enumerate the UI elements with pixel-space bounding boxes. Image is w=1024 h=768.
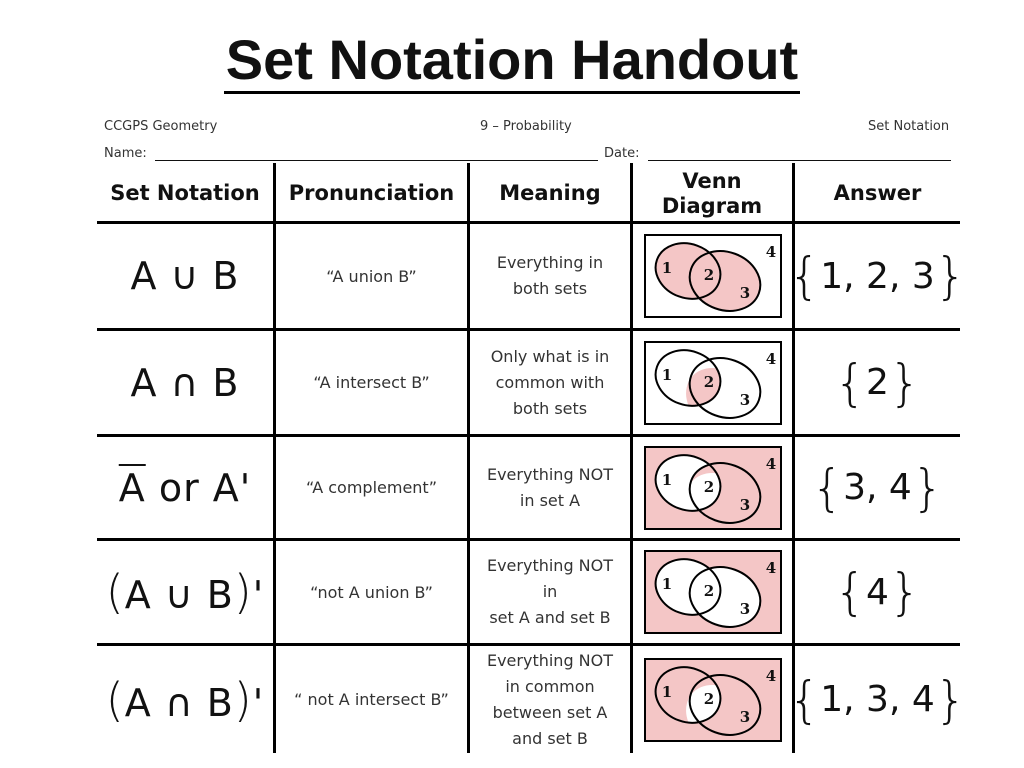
unit-label: 9 – Probability [480,119,572,134]
venn-diagram [643,340,783,426]
answer-complement [795,437,960,538]
close-brace: } [934,670,967,729]
venn-label-3: 3 [739,284,750,302]
meaning-line: in set A [519,490,581,510]
meaning-line: between set A [492,702,608,722]
open-brace: { [834,563,867,621]
notation-text: A ∩ B [130,360,240,405]
answer-intersect [795,331,960,434]
venn-cell-intersect [633,331,792,434]
pronunciation-complement [276,437,467,538]
venn-diagram [643,657,783,743]
answer-text: 4 [866,571,889,613]
venn-label-1: 1 [661,259,672,277]
venn-cell-not-union [633,541,792,643]
pronunciation-union [276,224,467,328]
venn-cell-not-intersect [633,646,792,753]
venn-label-3: 3 [739,495,750,514]
open-paren: ( [105,672,125,727]
venn-label-4: 4 [765,454,776,473]
pronunciation-intersect [276,331,467,434]
pronunciation-not-union [276,541,467,643]
pronunciation-text: “A complement” [305,478,437,497]
open-paren: ( [105,565,125,619]
meaning-line: Everything NOT [486,556,614,575]
notation-text: A ∪ B [124,573,234,617]
meaning-line: both sets [512,279,588,298]
open-brace: { [811,458,844,517]
venn-label-4: 4 [765,349,776,368]
notation-not-union [97,541,273,643]
meaning-line: Everything in [496,253,604,272]
meaning-line: Only what is in [490,346,610,366]
answer-not-union [795,541,960,643]
venn-label-1: 1 [661,470,672,489]
venn-label-2: 2 [703,266,714,284]
close-paren: ) [233,565,253,619]
close-brace: } [934,247,967,305]
meaning-union [470,224,630,328]
meaning-line: common with [495,372,605,392]
venn-cell-union [633,224,792,328]
notation-union [97,224,273,328]
meaning-line: both sets [512,398,588,418]
open-brace: { [788,670,821,729]
course-label: CCGPS Geometry [104,119,218,134]
close-brace: } [888,353,921,412]
venn-label-4: 4 [765,666,776,685]
close-paren: ) [233,672,253,727]
pronunciation-text: “not A union B” [310,582,433,602]
notation-text: A ∪ B [130,254,240,298]
meaning-line: Everything NOT [486,464,614,484]
close-brace: } [911,458,944,517]
meaning-line: set A and set B [489,608,611,627]
venn-label-1: 1 [661,365,672,384]
answer-text: 1, 3, 4 [820,679,935,720]
answer-text: 2 [866,362,889,403]
venn-label-4: 4 [765,243,776,261]
notation-not-intersect [97,646,273,753]
meaning-line: in common [505,676,595,696]
answer-union [788,224,967,328]
name-line[interactable] [155,160,598,161]
venn-cell-complement [633,437,792,538]
date-label: Date: [604,146,640,161]
pronunciation-text: “A union B” [326,266,417,286]
open-brace: { [834,353,867,412]
meaning-line: Everything NOT [486,650,614,670]
date-line[interactable] [648,160,951,161]
handout-title [0,28,1024,92]
venn-label-4: 4 [765,559,776,577]
notation-prime: ' [252,680,265,725]
venn-label-3: 3 [739,600,750,618]
title-text: Set Notation Handout [224,28,800,94]
column-header-pronunciation: Pronunciation [288,181,455,205]
venn-diagram [643,445,783,531]
answer-not-intersect [788,646,967,753]
column-header-meaning: Meaning [499,181,601,205]
meaning-not-union [470,541,630,643]
venn-diagram [643,549,783,635]
notation-complement [97,437,273,538]
notation-text: A ∩ B [124,680,234,725]
pronunciation-not-intersect [276,646,467,753]
meaning-complement [470,437,630,538]
meaning-line: in [542,582,558,601]
venn-label-2: 2 [703,689,714,708]
meaning-intersect [470,331,630,434]
venn-label-2: 2 [703,582,714,600]
venn-label-3: 3 [739,707,750,726]
notation-intersect [97,331,273,434]
venn-label-3: 3 [739,390,750,409]
close-brace: } [888,563,921,621]
meaning-line: and set B [512,728,588,748]
venn-label-2: 2 [703,372,714,391]
answer-text: 1, 2, 3 [820,255,935,297]
meaning-not-intersect [470,646,630,753]
venn-label-1: 1 [661,682,672,701]
column-header-venn-diagram: Venn Diagram [661,168,763,218]
open-brace: { [788,247,821,305]
pronunciation-text: “ not A intersect B” [294,690,449,709]
column-header-answer: Answer [833,181,922,205]
topic-label: Set Notation [868,119,950,134]
venn-label-1: 1 [661,575,672,593]
notation-bar-a: $\overline{A}$ [118,465,146,510]
notation-text: or A' [145,465,252,510]
venn-diagram [643,233,783,319]
column-header-set-notation: Set Notation [110,181,260,205]
venn-label-2: 2 [703,477,714,496]
answer-text: 3, 4 [843,467,912,508]
notation-prime: ' [252,573,265,617]
pronunciation-text: “A intersect B” [313,373,430,392]
name-label: Name: [104,146,147,161]
